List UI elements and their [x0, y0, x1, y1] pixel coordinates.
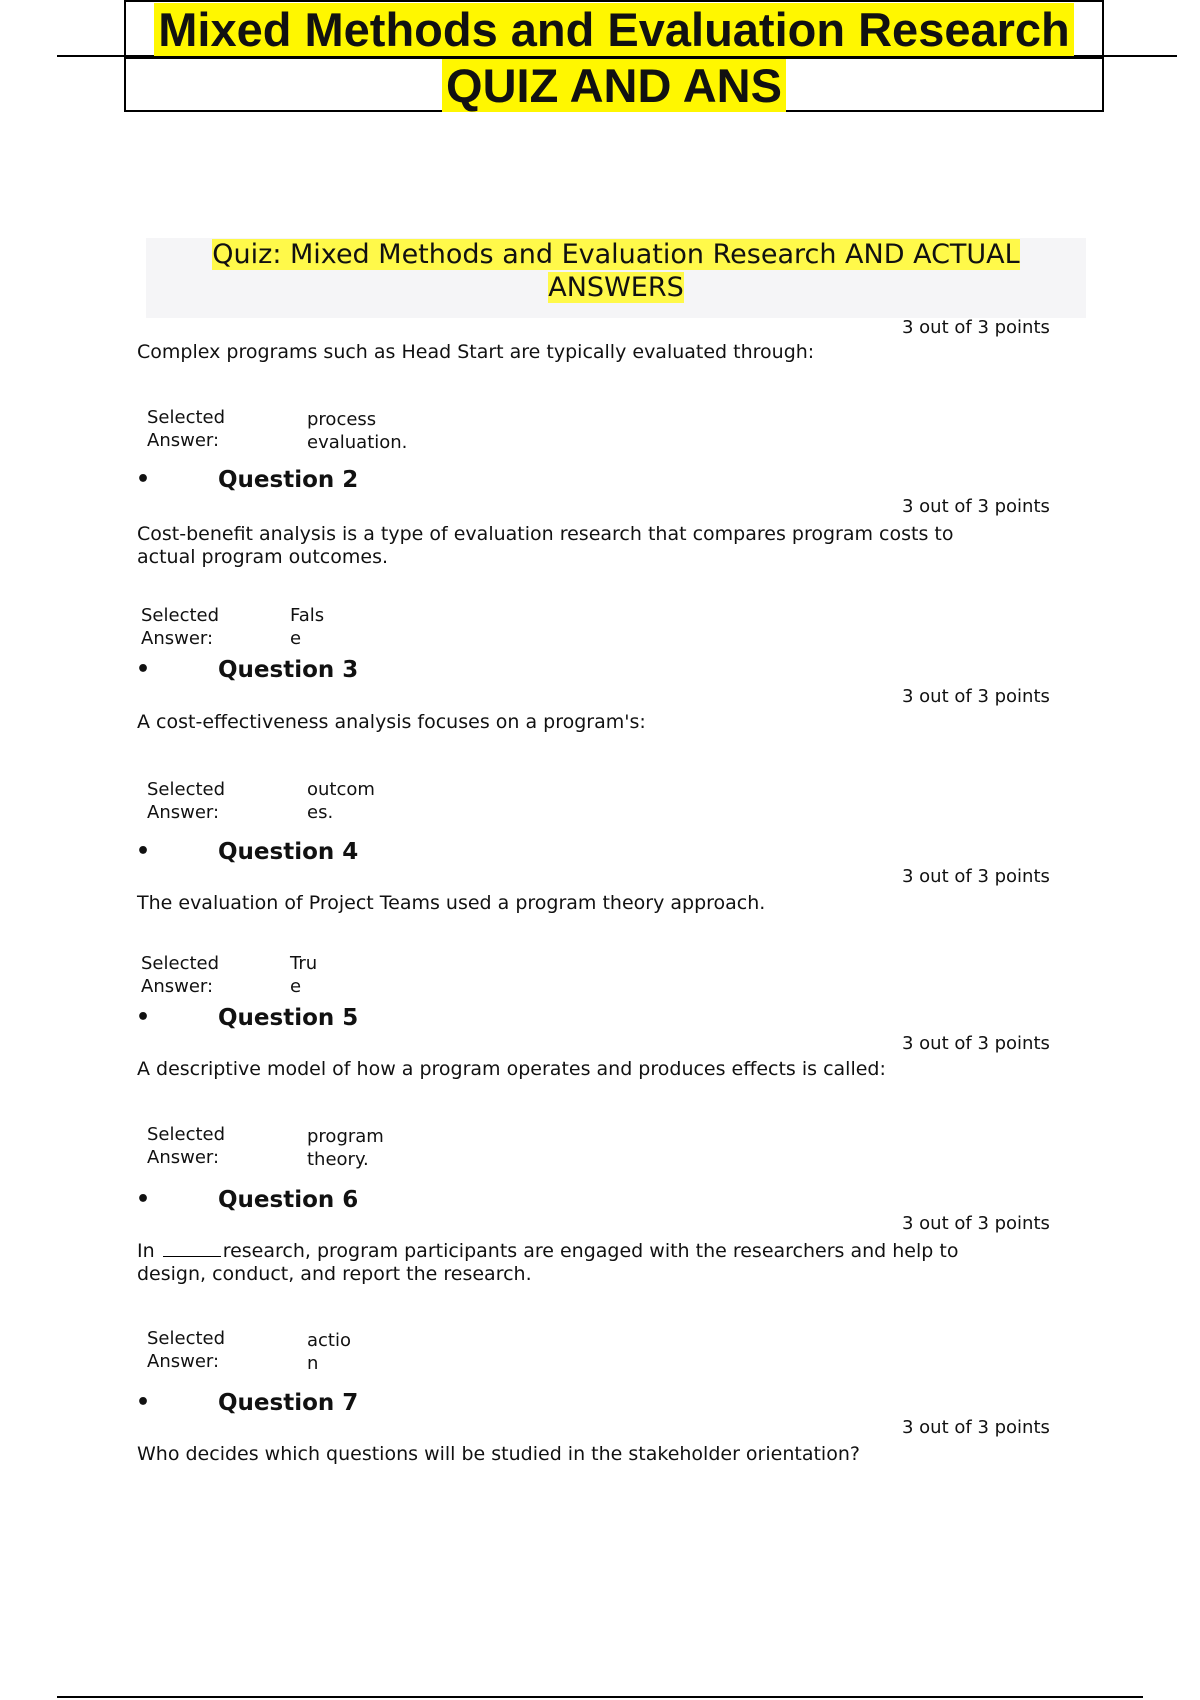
bullet: •: [136, 657, 151, 682]
question-points: 3 out of 3 points: [902, 496, 1050, 517]
selected-answer-label: Selected Answer:: [147, 779, 226, 823]
question-heading: Question 3: [218, 657, 359, 683]
question-points: 3 out of 3 points: [902, 1213, 1050, 1234]
selected-answer-label: Selected Answer:: [141, 605, 220, 649]
selected-answer-label: Selected Answer:: [147, 407, 226, 451]
selected-answer-value: outcom es.: [307, 779, 375, 823]
question-text: Who decides which questions will be studied in the stakeholder orientation?: [137, 1443, 860, 1465]
question-heading: Question 2: [218, 467, 359, 493]
document-subtitle: QUIZ AND ANS: [126, 60, 1102, 112]
fill-in-blank: [163, 1256, 221, 1257]
question-heading: Question 6: [218, 1187, 359, 1213]
selected-answer-value: program theory.: [307, 1126, 384, 1170]
question-points: 3 out of 3 points: [902, 1417, 1050, 1438]
question-text: A descriptive model of how a program operates and produces effects is called:: [137, 1058, 886, 1080]
question-points: 3 out of 3 points: [902, 686, 1050, 707]
question-heading: Question 5: [218, 1005, 359, 1031]
question-heading: Question 7: [218, 1390, 359, 1416]
bullet: •: [136, 467, 151, 492]
selected-answer-value: Fals e: [290, 605, 325, 649]
bottom-rule: [57, 1696, 1143, 1698]
question-points: 3 out of 3 points: [902, 317, 1050, 338]
bullet: •: [136, 1187, 151, 1212]
question-text: A cost-effectiveness analysis focuses on a program's:: [137, 711, 646, 733]
bullet: •: [136, 1390, 151, 1415]
title-box: [124, 0, 1104, 112]
bullet: •: [136, 839, 151, 864]
bullet: •: [136, 1005, 151, 1030]
quiz-header: [146, 238, 1086, 318]
question-heading: Question 4: [218, 839, 359, 865]
question-text: In research, program participants are engaged with the researchers and help to design, conduct, and report the research.: [137, 1240, 959, 1285]
selected-answer-label: Selected Answer:: [141, 953, 220, 997]
question-points: 3 out of 3 points: [902, 1033, 1050, 1054]
question-points: 3 out of 3 points: [902, 866, 1050, 887]
quiz-header-title: Quiz: Mixed Methods and Evaluation Research AND ACTUAL ANSWERS: [212, 239, 1020, 303]
selected-answer-value: process evaluation.: [307, 409, 408, 453]
selected-answer-value: Tru e: [290, 953, 318, 997]
selected-answer-label: Selected Answer:: [147, 1328, 226, 1372]
question-text: The evaluation of Project Teams used a program theory approach.: [137, 892, 766, 914]
selected-answer-label: Selected Answer:: [147, 1124, 226, 1168]
question-text: Cost-benefit analysis is a type of evaluation research that compares program costs to actual program outcomes.: [137, 523, 954, 568]
document-title: Mixed Methods and Evaluation Research: [126, 4, 1102, 56]
selected-answer-value: actio n: [307, 1330, 351, 1374]
question-text: Complex programs such as Head Start are typically evaluated through:: [137, 341, 815, 363]
